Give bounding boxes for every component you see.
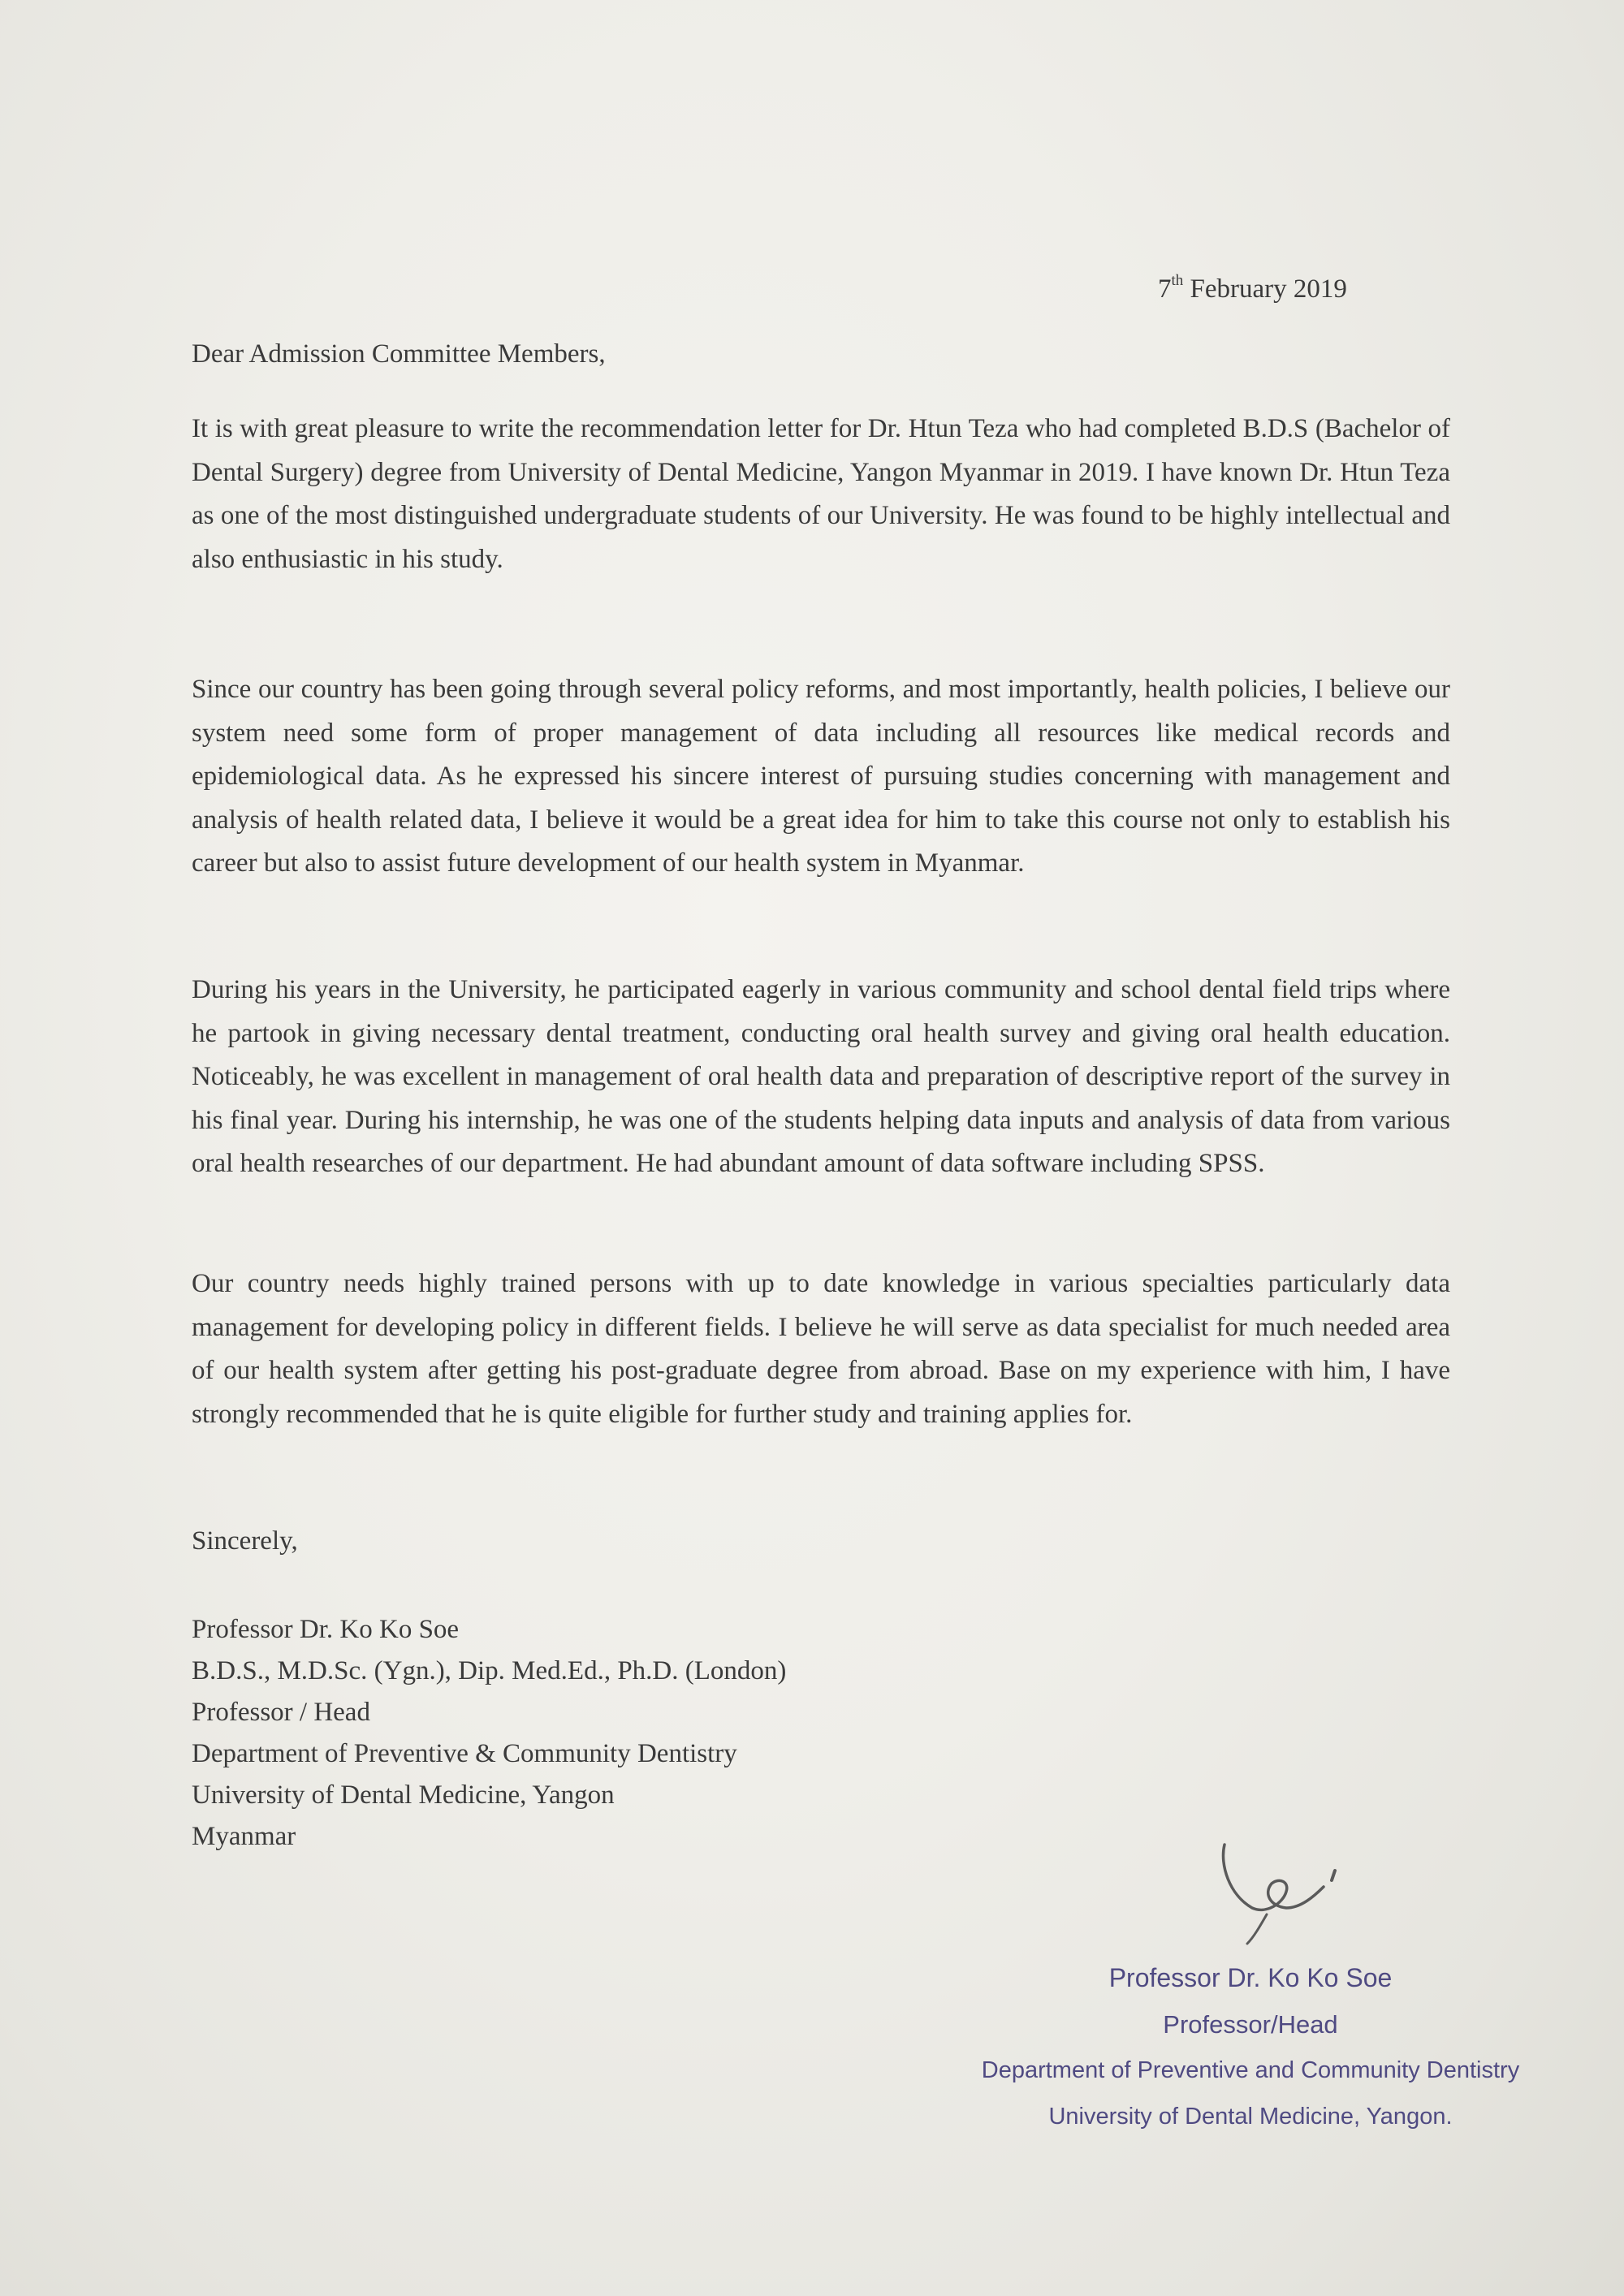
stamp-title: Professor/Head <box>1163 2010 1338 2039</box>
signature-stroke-tick <box>1332 1871 1335 1880</box>
handwritten-signature <box>1202 1828 1364 1958</box>
signatory-degrees: B.D.S., M.D.Sc. (Ygn.), Dip. Med.Ed., Ph.D. (London) <box>192 1656 787 1685</box>
signatory-title: Professor / Head <box>192 1698 370 1727</box>
signatory-department: Department of Preventive & Community Dentistry <box>192 1739 737 1768</box>
body-paragraph-3: During his years in the University, he participated eagerly in various community and school dental field trips where he partook in giving necessary dental treatment, conducting oral health survey and giving oral health education. Noticeably, he was excellent in management of oral health data and preparation of descriptive report of the survey in his final year. During his internship, he was one of the students helping data inputs and analysis of data from various oral health researches of our department. He had abundant amount of data software including SPSS. <box>192 975 1450 1178</box>
letter-date <box>1158 274 1347 304</box>
date-day-suffix: th <box>1171 272 1184 289</box>
stamp-department: Department of Preventive and Community Dentistry <box>981 2057 1520 2083</box>
date-month-year: February 2019 <box>1183 274 1347 304</box>
signatory-country: Myanmar <box>192 1822 296 1851</box>
stamp-university: University of Dental Medicine, Yangon. <box>1048 2104 1453 2130</box>
date-day: 7 <box>1158 274 1172 304</box>
signatory-university: University of Dental Medicine, Yangon <box>192 1780 615 1810</box>
signature-stroke-tail <box>1247 1914 1267 1944</box>
closing: Sincerely, <box>192 1526 298 1556</box>
body-paragraph-2: Since our country has been going through several policy reforms, and most importantly, health policies, I believe our system need some form of proper management of data including all resources like medical records and epidemiological data. As he expressed his sincere interest of pursuing studies concerning with management and analysis of health related data, I believe it would be a great idea for him to take this course not only to establish his career but also to assist future development of our health system in Myanmar. <box>192 675 1450 878</box>
signatory-block <box>192 1609 786 1858</box>
body-paragraph-1: It is with great pleasure to write the recommendation letter for Dr. Htun Teza who had completed B.D.S (Bachelor of Dental Surgery) degree from University of Dental Medicine, Yangon Myanmar in 2019. I have known Dr. Htun Teza as one of the most distinguished undergraduate students of our University. He was found to be highly intellectual and also enthusiastic in his study. <box>192 414 1450 574</box>
signature-stroke-main <box>1223 1845 1324 1910</box>
signatory-name: Professor Dr. Ko Ko Soe <box>192 1615 460 1644</box>
body-paragraph-4: Our country needs highly trained persons with up to date knowledge in various specialties particularly data management for developing policy in different fields. I believe he will serve as data specialist for much needed area of our health system after getting his post-graduate degree from abroad. Base on my experience with him, I have strongly recommended that he is quite eligible for further study and training applies for. <box>192 1269 1450 1429</box>
stamp-name: Professor Dr. Ko Ko Soe <box>1108 1963 1393 1992</box>
official-stamp <box>958 1955 1543 2140</box>
salutation: Dear Admission Committee Members, <box>192 339 606 369</box>
